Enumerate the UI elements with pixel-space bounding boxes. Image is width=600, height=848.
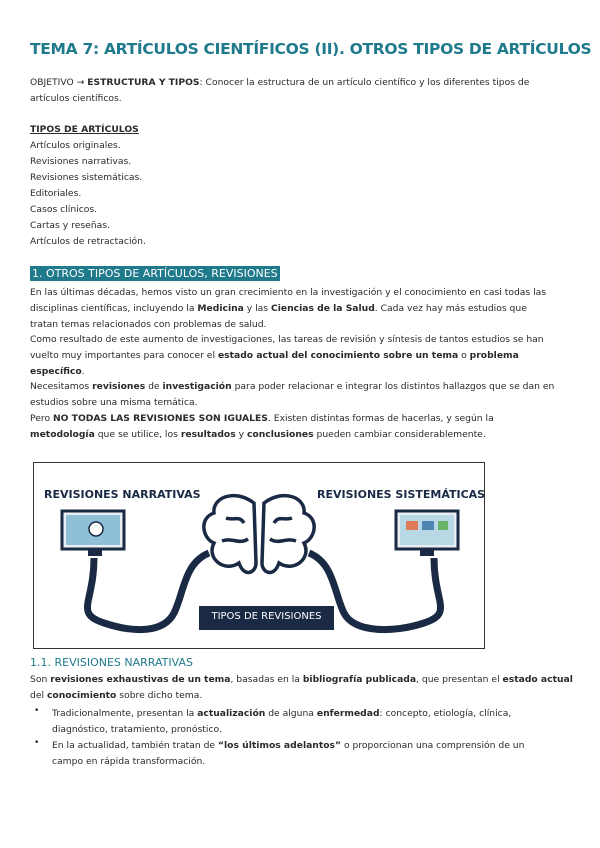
objective-text: : Conocer la estructura de un artículo científico y los diferentes tipos de (199, 77, 530, 88)
objective-bold: ESTRUCTURA Y TIPOS (87, 77, 200, 88)
s1-p1-line-3: tratan temas relacionados con problemas de salud. (30, 319, 267, 330)
text-run: o (458, 350, 470, 361)
text-run: investigación (162, 381, 232, 392)
text-run: Necesitamos (30, 381, 93, 392)
text-run: . Existen distintas formas de hacerlas, y según la (267, 413, 494, 424)
list-item: Revisiones narrativas. (30, 156, 132, 167)
page-title: TEMA 7: ARTÍCULOS CIENTÍFICOS (II). OTROS TIPOS DE ARTÍCULOS (30, 40, 592, 58)
objective-prefix: OBJETIVO → (30, 77, 88, 88)
s1-p3-line-1 (30, 381, 554, 392)
text-run: de (145, 381, 163, 392)
text-run: y las (243, 303, 272, 314)
s11-bullet-2 (52, 738, 532, 770)
s11-line-2 (30, 690, 202, 701)
text-run: y (235, 429, 247, 440)
list-item: Cartas y reseñas. (30, 220, 110, 231)
s1-p1-line-1: En las últimas décadas, hemos visto un gran crecimiento en la investigación y el conocimiento en casi todas las (30, 287, 547, 298)
text-run: del (30, 690, 47, 701)
section-1-heading: 1. OTROS TIPOS DE ARTÍCULOS, REVISIONES (32, 267, 278, 280)
s1-p1-line-2 (30, 303, 527, 314)
list-item: Casos clínicos. (30, 204, 98, 215)
text-run: resultados (180, 429, 236, 440)
text-run: revisiones (92, 381, 146, 392)
text-run: de alguna (265, 708, 317, 719)
text-run: sobre dicho tema. (116, 690, 203, 701)
bullet-icon: • (34, 705, 40, 716)
text-run: estado actual del conocimiento sobre un tema (217, 350, 459, 361)
s1-p3-line-2: estudios sobre una misma temática. (30, 397, 198, 408)
text-run: , basadas en la (230, 674, 303, 685)
text-run: NO TODAS LAS REVISIONES SON IGUALES (52, 413, 268, 424)
text-run: para poder relacionar e integrar los distintos hallazgos que se dan en (231, 381, 555, 392)
text-run: problema (469, 350, 519, 361)
s11-bullet-1 (52, 706, 532, 738)
text-run: “los últimos adelantos” (217, 740, 342, 751)
text-run: bibliografía publicada (302, 674, 417, 685)
section-1-1-heading: 1.1. REVISIONES NARRATIVAS (30, 656, 193, 669)
s1-p4-line-1 (30, 413, 494, 424)
bullet-icon: • (34, 737, 40, 748)
s1-p4-line-2 (30, 429, 486, 440)
text-run: metodología (30, 429, 95, 440)
list-item: Artículos originales. (30, 140, 121, 151)
monitor-right-icon (396, 511, 458, 556)
text-run: que se utilice, los (94, 429, 181, 440)
text-run: conocimiento (46, 690, 117, 701)
text-run: campo en rápida transformación. (52, 756, 206, 767)
text-run: Pero (30, 413, 53, 424)
list-item: Revisiones sistemáticas. (30, 172, 143, 183)
s1-p2-line-3 (30, 366, 85, 377)
monitor-left-icon (62, 511, 124, 556)
cable-left (87, 553, 209, 630)
text-run: : concepto, etiología, clínica, (379, 708, 512, 719)
text-run: Tradicionalmente, presentan la (52, 708, 198, 719)
text-run: En la actualidad, también tratan de (52, 740, 218, 751)
s11-line-1 (30, 674, 573, 685)
brain-left-icon (204, 496, 256, 573)
text-run: diagnóstico, tratamiento, pronóstico. (52, 724, 222, 735)
text-run: . (81, 366, 85, 377)
text-run: estado actual (502, 674, 573, 685)
text-run: actualización (197, 708, 266, 719)
objective-line-2: artículos científicos. (30, 93, 122, 104)
s1-p2-line-1: Como resultado de este aumento de investigaciones, las tareas de revisión y síntesis de tantos estudios se han (30, 334, 544, 345)
s1-p2-line-2 (30, 350, 519, 361)
text-run: o proporcionan una comprensión de un (341, 740, 525, 751)
text-run: enfermedad (316, 708, 380, 719)
figure-bottom-label: TIPOS DE REVISIONES (211, 611, 322, 622)
types-heading: TIPOS DE ARTÍCULOS (30, 124, 139, 135)
text-run: pueden cambiar considerablemente. (313, 429, 486, 440)
figure-left-label: REVISIONES NARRATIVAS (44, 488, 201, 501)
text-run: conclusiones (246, 429, 314, 440)
text-run: revisiones exhaustivas de un tema (50, 674, 231, 685)
text-run: , que presentan el (416, 674, 503, 685)
objective-line-1 (30, 77, 529, 88)
text-run: Ciencias de la Salud (271, 303, 375, 314)
text-run: Medicina (197, 303, 244, 314)
text-run: Son (30, 674, 51, 685)
brain-right-icon (262, 496, 314, 573)
text-run: disciplinas científicas, incluyendo la (30, 303, 198, 314)
list-item: Artículos de retractación. (30, 236, 146, 247)
review-types-figure (33, 462, 485, 649)
figure-right-label: REVISIONES SISTEMÁTICAS (317, 488, 486, 501)
text-run: vuelto muy importantes para conocer el (30, 350, 218, 361)
text-run: . Cada vez hay más estudios que (374, 303, 527, 314)
text-run: específico (30, 366, 82, 377)
list-item: Editoriales. (30, 188, 82, 199)
